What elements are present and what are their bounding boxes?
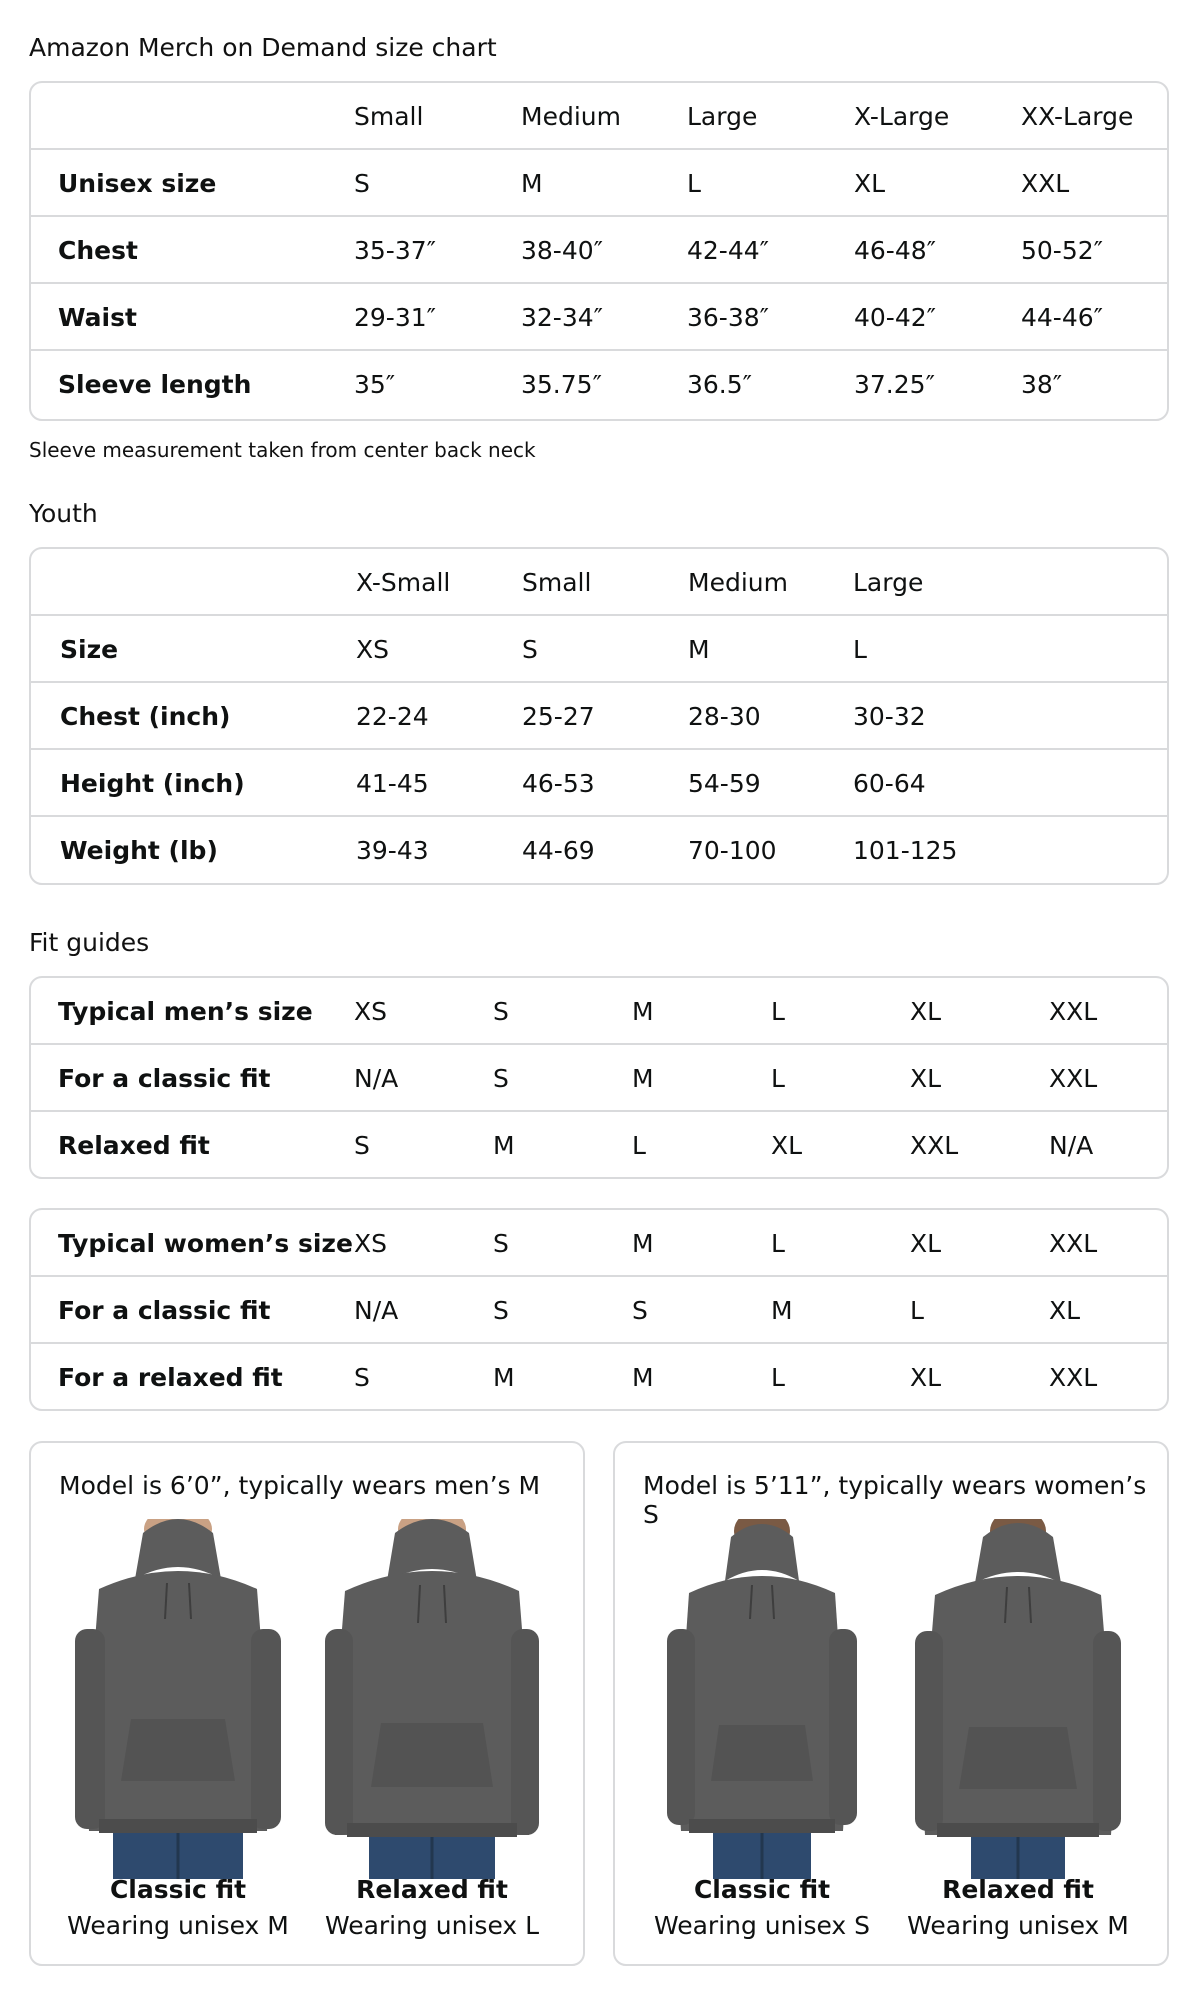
table-cell: 39-43 [356,836,429,865]
row-label: For a classic fit [58,1064,271,1093]
womens-fit-table [29,1208,1169,1411]
table-cell: XXL [1049,997,1098,1026]
mens-fit-table [29,976,1169,1179]
table-cell: 35.75″ [521,370,602,399]
table-cell: M [493,1363,515,1392]
table-cell: S [522,635,538,664]
fit-caption: Relaxed fit [356,1875,508,1904]
table-cell: L [632,1131,646,1160]
table-cell: 60-64 [853,769,926,798]
wearing-caption: Wearing unisex M [67,1911,289,1940]
women-relaxed-fit-photo [911,1519,1125,1879]
column-header: Small [522,568,592,597]
table-cell: M [632,1363,654,1392]
table-header-row [31,83,1167,150]
table-cell: XXL [1049,1064,1098,1093]
table-cell: XXL [910,1131,959,1160]
table-cell: XS [356,635,389,664]
youth-heading: Youth [29,499,98,528]
column-header: Medium [688,568,788,597]
table-cell: 32-34″ [521,303,603,332]
table-cell: 101-125 [853,836,958,865]
fit-caption: Classic fit [693,1875,831,1904]
table-row [31,217,1167,284]
row-label: Typical men’s size [58,997,313,1026]
table-cell: L [910,1296,924,1325]
wearing-caption: Wearing unisex L [324,1911,540,1940]
row-label: Chest (inch) [60,702,231,731]
row-label: For a relaxed fit [58,1363,283,1392]
table-cell: 46-53 [522,769,595,798]
column-header: Medium [521,102,621,131]
table-cell: 36-38″ [687,303,769,332]
table-cell: 50-52″ [1021,236,1103,265]
table-cell: XS [354,997,387,1026]
table-cell: 35-37″ [354,236,436,265]
table-cell: L [771,1363,785,1392]
table-cell: M [632,997,654,1026]
table-cell: XL [910,1363,942,1392]
row-label: Unisex size [58,169,217,198]
table-row [31,750,1167,817]
table-cell: N/A [354,1064,399,1093]
table-cell: XS [354,1229,387,1258]
table-row [31,978,1167,1045]
fit-guides-heading: Fit guides [29,928,150,957]
table-cell: N/A [1049,1131,1094,1160]
table-row [31,1045,1167,1112]
table-cell: L [853,635,867,664]
table-cell: 54-59 [688,769,761,798]
women-model-card [613,1441,1169,1966]
table-cell: XL [910,1229,942,1258]
wearing-caption: Wearing unisex S [653,1911,871,1940]
column-header: Large [853,568,924,597]
men-model-card [29,1441,585,1966]
column-header: X-Large [854,102,950,131]
women-model-title: Model is 5’11”, typically wears women’s S [643,1471,1147,1529]
table-cell: 46-48″ [854,236,936,265]
row-label: Relaxed fit [58,1131,210,1160]
table-row [31,683,1167,750]
table-cell: XXL [1049,1363,1098,1392]
table-header-row [31,549,1167,616]
table-cell: XXL [1021,169,1070,198]
table-cell: 38-40″ [521,236,603,265]
table-cell: L [771,1229,785,1258]
table-cell: XL [910,997,942,1026]
women-classic-fit-photo [655,1519,869,1879]
fit-caption: Classic fit [109,1875,247,1904]
table-row [31,150,1167,217]
table-cell: 42-44″ [687,236,769,265]
table-cell: 28-30 [688,702,761,731]
table-cell: 36.5″ [687,370,753,399]
table-cell: XL [771,1131,803,1160]
table-cell: 30-32 [853,702,926,731]
table-cell: XL [854,169,886,198]
table-cell: M [632,1229,654,1258]
column-header: Small [354,102,424,131]
sleeve-note: Sleeve measurement taken from center back neck [29,438,536,462]
table-row [31,616,1167,683]
column-header: XX-Large [1021,102,1134,131]
row-label: For a classic fit [58,1296,271,1325]
table-cell: XL [1049,1296,1081,1325]
table-cell: L [771,1064,785,1093]
column-header: X-Small [356,568,451,597]
table-cell: S [493,1296,509,1325]
wearing-caption: Wearing unisex M [907,1911,1129,1940]
table-row [31,284,1167,351]
size-chart-heading: Amazon Merch on Demand size chart [29,33,497,62]
table-cell: S [493,1064,509,1093]
table-cell: XL [910,1064,942,1093]
table-cell: M [632,1064,654,1093]
table-cell: S [354,1363,370,1392]
table-cell: S [354,169,370,198]
table-cell: 44-69 [522,836,595,865]
row-label: Chest [58,236,138,265]
table-cell: L [771,997,785,1026]
table-cell: S [354,1131,370,1160]
row-label: Height (inch) [60,769,245,798]
table-cell: M [771,1296,793,1325]
table-cell: S [493,1229,509,1258]
table-cell: 25-27 [522,702,595,731]
table-cell: 35″ [354,370,396,399]
table-cell: XXL [1049,1229,1098,1258]
row-label: Size [60,635,119,664]
adult-size-table [29,81,1169,421]
table-row [31,1277,1167,1344]
table-cell: 37.25″ [854,370,935,399]
men-relaxed-fit-photo [325,1519,539,1879]
table-cell: 44-46″ [1021,303,1103,332]
row-label: Weight (lb) [60,836,218,865]
table-row [31,1210,1167,1277]
youth-size-table [29,547,1169,885]
men-model-title: Model is 6’0”, typically wears men’s M [59,1471,541,1500]
column-header: Large [687,102,758,131]
table-cell: 22-24 [356,702,429,731]
table-cell: M [521,169,543,198]
table-cell: 38″ [1021,370,1063,399]
table-row [31,1344,1167,1411]
row-label: Typical women’s size [58,1229,353,1258]
table-row [31,817,1167,884]
table-cell: S [493,997,509,1026]
table-cell: 29-31″ [354,303,436,332]
men-classic-fit-photo [71,1519,285,1879]
table-cell: 70-100 [688,836,777,865]
table-cell: L [687,169,701,198]
table-row [31,351,1167,418]
table-cell: N/A [354,1296,399,1325]
table-cell: 40-42″ [854,303,936,332]
fit-caption: Relaxed fit [942,1875,1094,1904]
table-cell: 41-45 [356,769,429,798]
table-cell: S [632,1296,648,1325]
table-row [31,1112,1167,1179]
table-cell: M [493,1131,515,1160]
row-label: Waist [58,303,137,332]
row-label: Sleeve length [58,370,252,399]
table-cell: M [688,635,710,664]
